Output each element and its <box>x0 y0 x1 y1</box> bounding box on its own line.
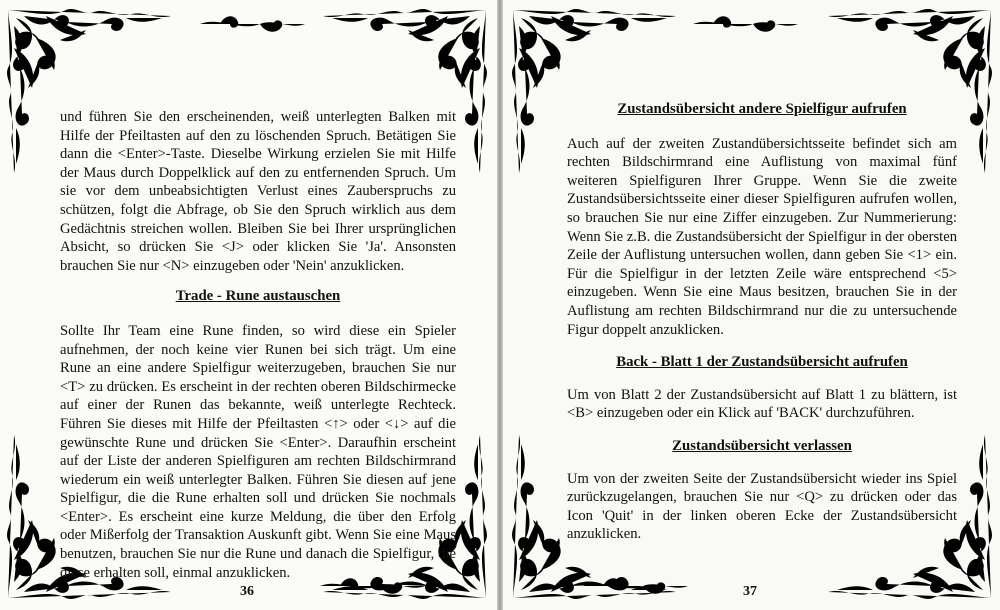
heading-back-blatt: Back - Blatt 1 der Zustandsübersicht aufrufen <box>616 354 908 371</box>
heading-trade-rune: Trade - Rune austauschen <box>175 288 341 305</box>
heading-verlassen: Zustandsübersicht verlassen <box>672 437 852 454</box>
left-paragraph-1: und führen Sie den erscheinenden, weiß unterlegten Balken mit Hilfe der Pfeiltasten auf den zu löschenden Spruch. Betätigen Sie dann die <Enter>-Taste. Dieselbe Wirkung erzielen Sie mit Hilfe der Maus durch Doppelklick auf den zu entfernenden Spruch. Um sie vor dem unbeabsichtigten Verlust eines Zauberspruchs zu schützen, folgt die Abfrage, ob Sie den Spruch wirklich aus dem Gedächtnis streichen wollen. Bleiben Sie bei Ihrer ursprünglichen Absicht, so drücken Sie <J> oder klicken Sie 'Ja'. Ansonsten brauchen Sie nur <N> einzugeben oder 'Nein' anzuklicken. <box>60 109 456 274</box>
right-paragraph-1: Auch auf der zweiten Zustandübersichtsseite befindet sich am rechten Bildschirmrand eine Auflistung von maximal fünf weiteren Spielfiguren Ihrer Gruppe. Wenn Sie die zweite Zustandsübersichtsseite einer dieser Spielfiguren aufrufen wollen, so brauchen Sie nur eine Ziffer einzugeben. Zur Nummerierung: Wenn Sie z.B. die Zustandsübersicht der Spielfigur in der obersten Zeile der Auflistung untersuchen wollen, dann geben Sie <1> ein. Für die Spielfigur in der letzten Zeile wäre entsprechend <5> einzugeben. Wenn Sie eine Maus besitzen, brauchen Sie in der Auflistung am rechten Bildschirmrand nur die zu untersuchende Figur doppelt anzuklicken. <box>567 135 957 338</box>
left-text-block <box>60 108 456 582</box>
right-paragraph-3: Um von der zweiten Seite der Zustandsübersicht wieder ins Spiel zurückzugelangen, brauchen Sie nur <Q> zu drücken oder das Icon 'Quit' in der linken oberen Ecke der Zustandsübersicht anzuklicken. <box>567 470 957 543</box>
right-text-block <box>567 100 957 544</box>
page-number-right: 37 <box>743 584 757 599</box>
page-number-left: 36 <box>240 584 254 599</box>
ornament-bottom-flourish <box>583 576 693 600</box>
left-paragraph-2: Sollte Ihr Team eine Rune finden, so wird diese ein Spieler aufnehmen, der noch keine vier Runen bei sich trägt. Um eine Rune an eine andere Spielfigur weiterzugeben, brauchen Sie nur <T> zu drücken. Es erscheint in der rechten oberen Bildschirmecke auf einer der Runen das bekannte, weiß unterlegte Rechteck. Führen Sie dieses mit Hilfe der Pfeiltasten <↑> oder <↓> auf die gewünschte Rune und drücken Sie <Enter>. Daraufhin erscheint auf der Liste der anderen Spielfiguren am rechten Bildschirmrand wiederum ein weiß unterlegter Balken. Führen Sie diesen auf jene Spielfigur, die die Rune erhalten soll und drücken Sie nochmals <Enter>. Es erscheint eine kurze Meldung, die über den Erfolg oder Mißerfolg der Transaktion Auskunft gibt. Wenn Sie eine Maus benutzen, brauchen Sie nur die Rune und danach die Spielfigur, die diese erhalten soll, einmal anzuklicken. <box>60 322 456 581</box>
ornament-top-flourish <box>200 14 310 38</box>
heading-zustandsuebersicht-andere: Zustandsübersicht andere Spielfigur aufrufen <box>617 101 907 117</box>
right-paragraph-2: Um von Blatt 2 der Zustandsübersicht auf Blatt 1 zu blättern, ist <B> einzugeben oder ein Klick auf 'BACK' durchzuführen. <box>567 386 957 422</box>
ornament-top-flourish <box>693 14 803 38</box>
right-page <box>503 0 1000 610</box>
left-page <box>0 0 497 610</box>
